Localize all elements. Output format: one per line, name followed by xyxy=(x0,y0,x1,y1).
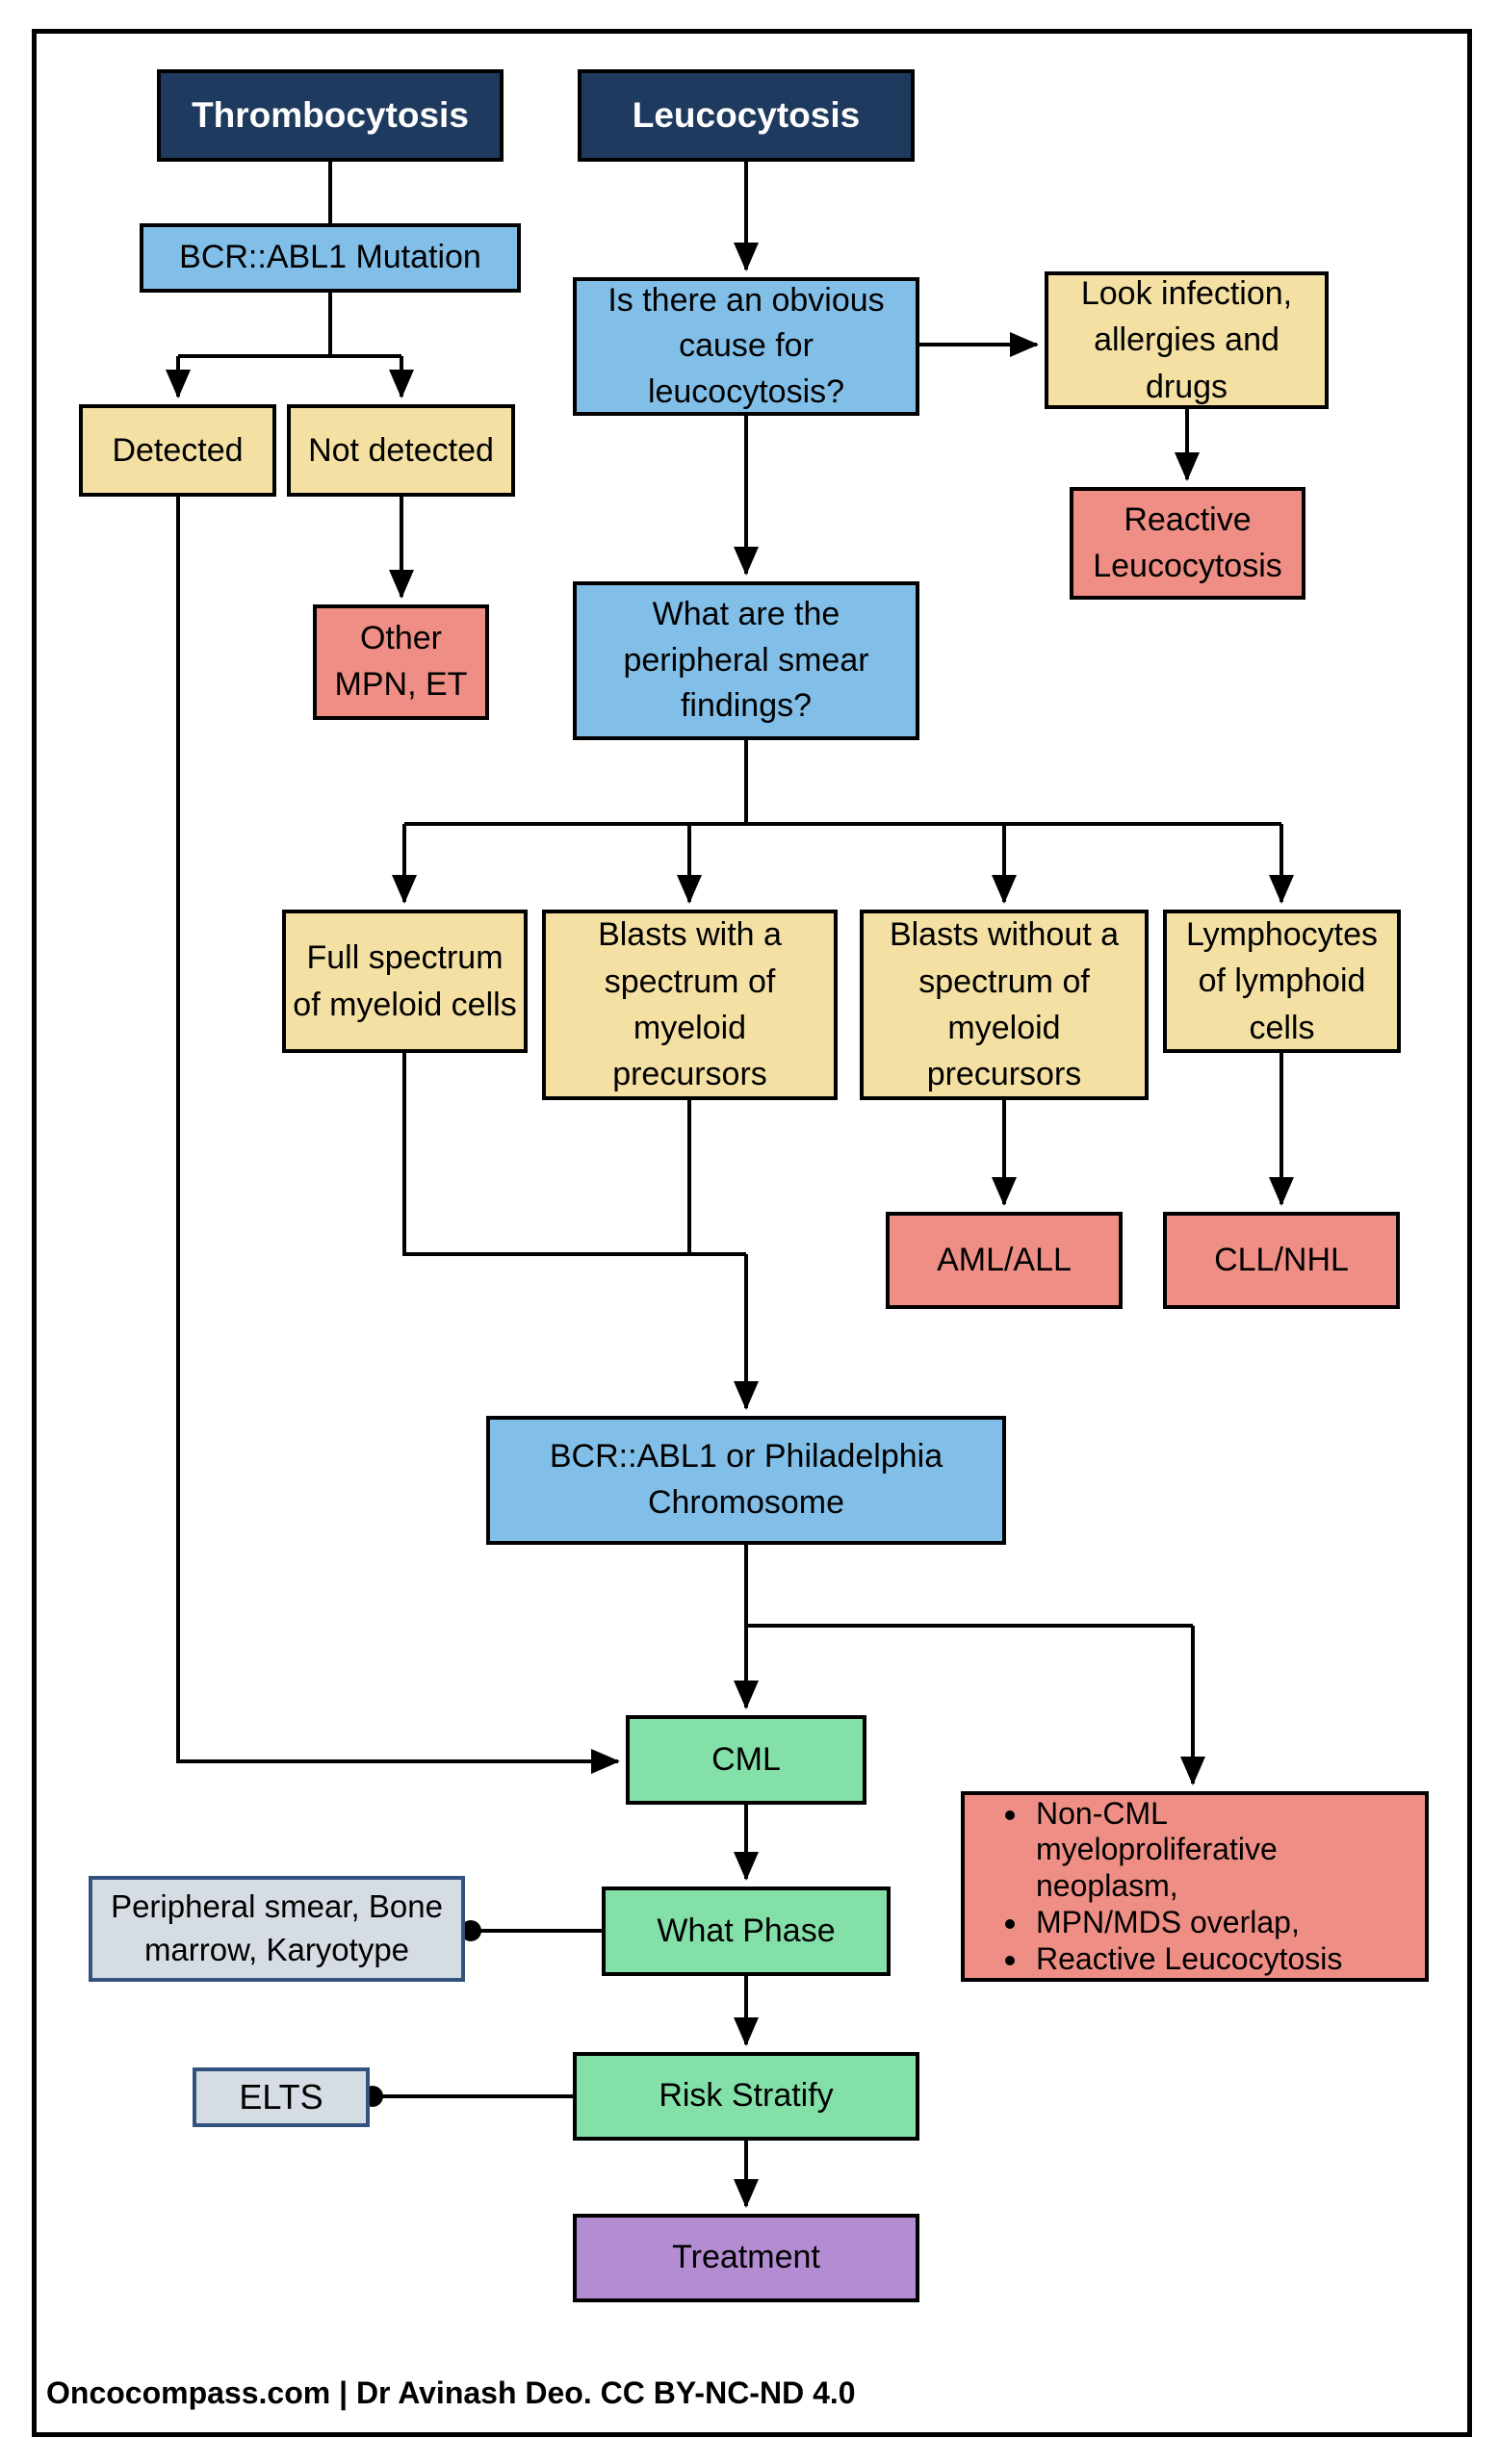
node-leucocytosis: Leucocytosis xyxy=(578,69,915,162)
node-what-phase: What Phase xyxy=(602,1886,891,1976)
node-peripheral-smear-note: Peripheral smear, Bone marrow, Karyotype xyxy=(89,1876,465,1982)
node-reactive-leucocytosis: Reactive Leucocytosis xyxy=(1070,487,1305,600)
node-obvious-cause: Is there an obvious cause for leucocytosis? xyxy=(573,277,919,416)
node-risk-stratify: Risk Stratify xyxy=(573,2052,919,2141)
node-treatment: Treatment xyxy=(573,2214,919,2302)
non-cml-item: • Non-CML myeloproliferative neoplasm, xyxy=(1030,1796,1357,1905)
node-other-mpn-et: Other MPN, ET xyxy=(313,604,489,720)
node-bcr-abl1-philadelphia: BCR::ABL1 or Philadelphia Chromosome xyxy=(486,1416,1006,1545)
node-blasts-without: Blasts without a spectrum of myeloid precursors xyxy=(860,910,1149,1100)
node-blasts-with: Blasts with a spectrum of myeloid precursors xyxy=(542,910,838,1100)
node-smear-findings: What are the peripheral smear findings? xyxy=(573,581,919,740)
node-look-infection: Look infection, allergies and drugs xyxy=(1045,271,1329,409)
non-cml-item: • MPN/MDS overlap, xyxy=(1030,1905,1357,1941)
node-aml-all: AML/ALL xyxy=(886,1212,1123,1309)
node-cll-nhl: CLL/NHL xyxy=(1163,1212,1400,1309)
node-detected: Detected xyxy=(79,404,276,497)
node-not-detected: Not detected xyxy=(287,404,515,497)
node-elts: ELTS xyxy=(193,2067,370,2127)
node-non-cml-outcomes xyxy=(961,1791,1429,1982)
attribution-footer: Oncocompass.com | Dr Avinash Deo. CC BY-NC-ND 4.0 xyxy=(46,2375,856,2410)
node-full-spectrum: Full spectrum of myeloid cells xyxy=(282,910,528,1053)
node-cml: CML xyxy=(626,1715,866,1805)
non-cml-item: • Reactive Leucocytosis xyxy=(1030,1941,1357,1978)
non-cml-list xyxy=(970,1796,1357,1978)
node-lymphocytes: Lymphocytes of lymphoid cells xyxy=(1163,910,1401,1053)
node-bcr-abl1-mutation: BCR::ABL1 Mutation xyxy=(140,223,521,293)
node-thrombocytosis: Thrombocytosis xyxy=(157,69,504,162)
